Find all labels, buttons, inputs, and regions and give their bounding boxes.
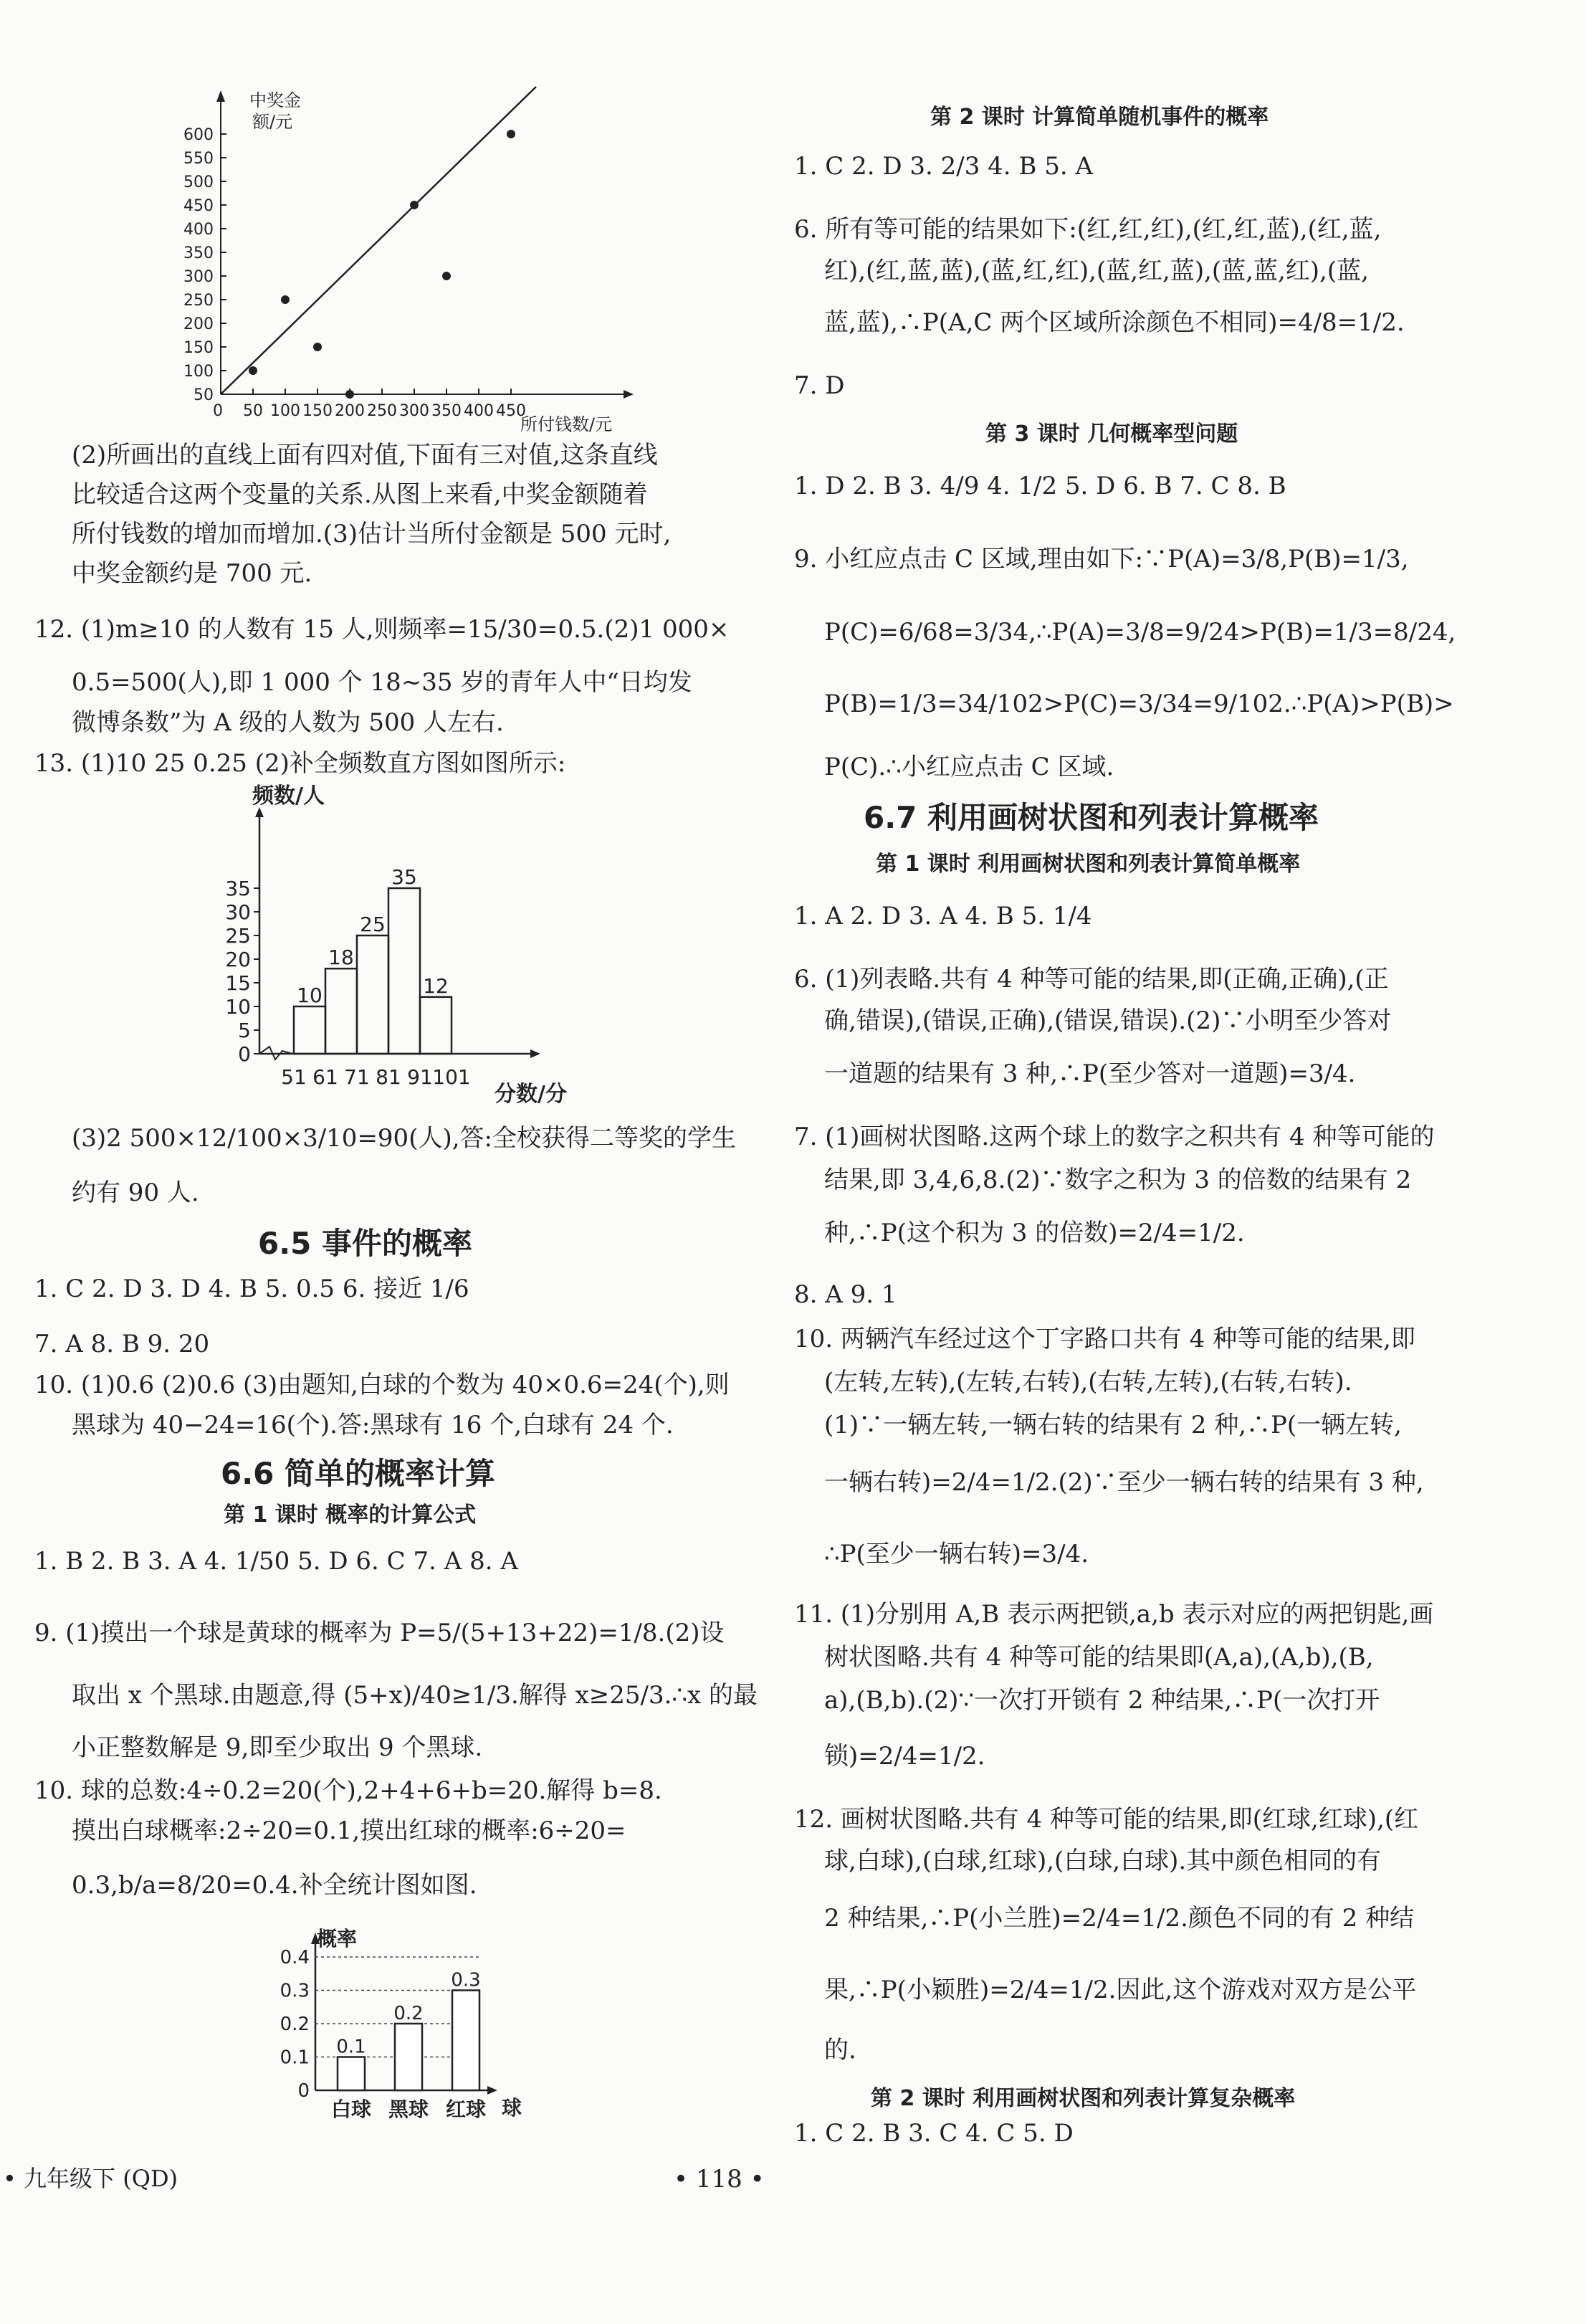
scatter-x-tick-label: 0 — [213, 402, 223, 420]
scatter-x-tick-label: 300 — [399, 402, 429, 420]
r3-q9-line-1: 9. 小红应点击 C 区域,理由如下:∵P(A)=3/8,P(B)=1/3, — [794, 545, 1409, 573]
s66-q9-line-1: 9. (1)摸出一个球是黄球的概率为 P=5/(5+13+22)=1/8.(2)设 — [34, 1619, 725, 1647]
hist-bar-label: 10 — [297, 984, 323, 1007]
r67-q6-line-2: 确,错误),(错误,正确),(错误,错误).(2)∵小明至少答对 — [824, 1006, 1392, 1035]
q11-line-1: (2)所画出的直线上面有四对值,下面有三对值,这条直线 — [72, 441, 658, 470]
r67-q11-line-1: 11. (1)分别用 A,B 表示两把锁,a,b 表示对应的两把钥匙,画 — [794, 1600, 1434, 1629]
r67-q12-line-4: 果,∴P(小颖胜)=2/4=1/2.因此,这个游戏对双方是公平 — [824, 1976, 1417, 2004]
s65-answers-1: 1. C 2. D 3. D 4. B 5. 0.5 6. 接近 1/6 — [34, 1275, 469, 1303]
section-6-5-title: 6.5 事件的概率 — [258, 1226, 473, 1261]
q12-line-1: 12. (1)m≥10 的人数有 15 人,则频率=15/30=0.5.(2)1 000× — [34, 615, 730, 644]
scatter-y-tick-label: 100 — [183, 363, 214, 381]
prob-x-tick-label: 红球 — [445, 2097, 487, 2121]
s66-answers: 1. B 2. B 3. A 4. 1/50 5. D 6. C 7. A 8. A — [34, 1547, 518, 1576]
scatter-point — [313, 343, 322, 351]
r67-q12-line-3: 2 种结果,∴P(小兰胜)=2/4=1/2.颜色不同的有 2 种结 — [824, 1904, 1415, 1933]
scatter-y-tick-label: 250 — [183, 292, 214, 310]
prob-y-tick-label: 0.2 — [280, 2014, 310, 2035]
prob-y-tick-label: 0.4 — [280, 1947, 310, 1968]
prob-bar — [395, 2024, 422, 2090]
scatter-x-tick-label: 450 — [496, 402, 526, 420]
q13-3-line-2: 约有 90 人. — [72, 1178, 199, 1207]
scatter-point — [410, 201, 419, 209]
r67-q7-line-3: 种,∴P(这个积为 3 的倍数)=2/4=1/2. — [824, 1219, 1245, 1247]
r3-q9-line-2: P(C)=6/68=3/34,∴P(A)=3/8=9/24>P(B)=1/3=8/24, — [824, 618, 1456, 647]
scatter-chart — [172, 86, 688, 437]
hist-bar — [420, 997, 452, 1054]
prob-x-arrow — [487, 2086, 497, 2095]
lesson-3-title: 第 3 课时 几何概率型问题 — [985, 422, 1238, 447]
s65-q10-line-1: 10. (1)0.6 (2)0.6 (3)由题知,白球的个数为 40×0.6=24(个),则 — [34, 1371, 730, 1399]
prob-ylabel: 概率 — [317, 1927, 358, 1951]
r67-q7-line-1: 7. (1)画树状图略.这两个球上的数字之积共有 4 种等可能的 — [794, 1123, 1435, 1151]
prob-bar-label: 0.1 — [336, 2036, 366, 2058]
s66-q10-line-3: 0.3,b/a=8/20=0.4.补全统计图如图. — [72, 1871, 477, 1900]
q12-line-2: 0.5=500(人),即 1 000 个 18~35 岁的青年人中“日均发 — [72, 668, 692, 697]
hist-x-tick-label: 101 — [432, 1065, 471, 1089]
s66-q10-line-2: 摸出白球概率:2÷20=0.1,摸出红球的概率:6÷20= — [72, 1816, 626, 1845]
r67-q11-line-3: a),(B,b).(2)∵一次打开锁有 2 种结果,∴P(一次打开 — [824, 1686, 1380, 1715]
q11-line-2: 比较适合这两个变量的关系.从图上来看,中奖金额随着 — [72, 480, 648, 509]
scatter-y-arrow — [216, 90, 225, 102]
r67-q11-line-2: 树状图略.共有 4 种等可能的结果即(A,a),(A,b),(B, — [824, 1643, 1374, 1672]
s65-q10-line-2: 黑球为 40−24=16(个).答:黑球有 16 个,白球有 24 个. — [72, 1411, 674, 1439]
scatter-y-tick-label: 500 — [183, 173, 214, 191]
scatter-x-tick-label: 150 — [302, 402, 333, 420]
scatter-point — [281, 295, 290, 304]
q13-3-line-1: (3)2 500×12/100×3/10=90(人),答:全校获得二等奖的学生 — [72, 1124, 736, 1153]
hist-y-tick-label: 10 — [225, 995, 251, 1019]
hist-y-tick-label: 15 — [225, 971, 251, 995]
scatter-x-tick-label: 250 — [367, 402, 397, 420]
hist-bar-label: 25 — [360, 913, 386, 936]
scatter-ylabel: 中奖金 — [249, 90, 301, 110]
r67-q7-line-2: 结果,即 3,4,6,8.(2)∵数字之积为 3 的倍数的结果有 2 — [824, 1166, 1412, 1194]
prob-bar — [452, 1991, 479, 2091]
scatter-fit-line — [221, 87, 536, 394]
scatter-x-tick-label: 50 — [243, 402, 263, 420]
scatter-x-arrow — [624, 390, 634, 399]
lesson-6-7-2-title: 第 2 课时 利用画树状图和列表计算复杂概率 — [871, 2086, 1296, 2111]
hist-bar-label: 12 — [423, 973, 449, 998]
hist-x-tick-label: 91 — [407, 1065, 433, 1089]
hist-ylabel: 频数/人 — [252, 784, 325, 809]
lesson-6-7-1-title: 第 1 课时 利用画树状图和列表计算简单概率 — [876, 852, 1301, 877]
r67-q12-line-2: 球,白球),(白球,红球),(白球,白球).其中颜色相同的有 — [824, 1847, 1382, 1875]
r-q6-line-3: 蓝,蓝),∴P(A,C 两个区域所涂颜色不相同)=4/8=1/2. — [824, 308, 1405, 337]
r67b-answers: 1. C 2. B 3. C 4. C 5. D — [794, 2119, 1074, 2148]
scatter-y-tick-label: 450 — [183, 197, 214, 215]
hist-y-tick-label: 35 — [225, 877, 251, 900]
hist-bar — [357, 935, 388, 1054]
scatter-x-tick-label: 200 — [335, 402, 365, 420]
scatter-y-tick-label: 400 — [183, 221, 214, 239]
scatter-y-tick-label: 50 — [194, 386, 214, 404]
r3-answers: 1. D 2. B 3. 4/9 4. 1/2 5. D 6. B 7. C 8. B — [794, 472, 1286, 500]
section-6-6-title: 6.6 简单的概率计算 — [221, 1456, 496, 1491]
r3-q9-line-3: P(B)=1/3=34/102>P(C)=3/34=9/102.∴P(A)>P(B)> — [824, 690, 1454, 718]
scatter-point — [345, 390, 354, 399]
prob-bar — [338, 2057, 365, 2091]
scatter-xlabel: 所付钱数/元 — [520, 414, 613, 434]
section-6-7-title: 6.7 利用画树状图和列表计算概率 — [864, 800, 1319, 835]
hist-x-tick-label: 51 — [281, 1065, 307, 1089]
q11-line-4: 中奖金额约是 700 元. — [72, 559, 312, 588]
hist-xlabel: 分数/分 — [495, 1082, 567, 1107]
hist-y-arrow — [255, 807, 264, 817]
hist-x-tick-label: 71 — [344, 1065, 370, 1089]
scatter-x-tick-label: 100 — [270, 402, 300, 420]
scatter-x-tick-label: 350 — [431, 402, 462, 420]
scatter-y-tick-label: 600 — [183, 126, 214, 144]
s65-answers-2: 7. A 8. B 9. 20 — [34, 1330, 210, 1358]
r-q6-line-1: 6. 所有等可能的结果如下:(红,红,红),(红,红,蓝),(红,蓝, — [794, 215, 1382, 244]
hist-y-tick-label: 5 — [238, 1019, 251, 1042]
prob-bar-label: 0.2 — [393, 2003, 424, 2024]
prob-y-tick-label: 0.1 — [280, 2047, 310, 2069]
r67-q12-line-5: 的. — [824, 2036, 856, 2065]
r67-answers-1: 1. A 2. D 3. A 4. B 5. 1/4 — [794, 902, 1092, 930]
hist-bar-label: 18 — [328, 946, 354, 970]
scatter-point — [249, 366, 257, 375]
r67-q10-line-3: (1)∵一辆左转,一辆右转的结果有 2 种,∴P(一辆左转, — [824, 1411, 1402, 1439]
r67-q11-line-4: 锁)=2/4=1/2. — [824, 1742, 985, 1771]
lesson-2-title: 第 2 课时 计算简单随机事件的概率 — [930, 105, 1269, 130]
scatter-y-tick-label: 200 — [183, 315, 214, 333]
r67-q10-line-5: ∴P(至少一辆右转)=3/4. — [824, 1540, 1089, 1568]
hist-bar-label: 35 — [391, 865, 417, 889]
histogram-chart — [215, 781, 616, 1111]
hist-y-tick-label: 30 — [225, 900, 251, 924]
page-number: • 118 • — [674, 2165, 765, 2194]
scatter-point — [507, 130, 515, 138]
prob-xlabel: 球 — [502, 2096, 522, 2120]
s66-q9-line-2: 取出 x 个黑球.由题意,得 (5+x)/40≥1/3.解得 x≥25/3.∴x 的最 — [72, 1681, 758, 1710]
scatter-point — [442, 272, 451, 280]
prob-bar-label: 0.3 — [451, 1969, 481, 1991]
prob-y-tick-label: 0.3 — [280, 1980, 310, 2002]
hist-x-tick-label: 61 — [312, 1065, 338, 1089]
r67-q6-line-1: 6. (1)列表略.共有 4 种等可能的结果,即(正确,正确),(正 — [794, 965, 1389, 994]
r67-q12-line-1: 12. 画树状图略.共有 4 种等可能的结果,即(红球,红球),(红 — [794, 1805, 1419, 1834]
hist-y-tick-label: 25 — [225, 924, 251, 948]
q11-line-3: 所付钱数的增加而增加.(3)估计当所付金额是 500 元时, — [72, 520, 672, 548]
prob-x-tick-label: 黑球 — [388, 2097, 429, 2121]
hist-x-tick-label: 81 — [376, 1065, 401, 1089]
r67-q10-line-2: (左转,左转),(左转,右转),(右转,左转),(右转,右转). — [824, 1368, 1352, 1396]
scatter-y-tick-label: 550 — [183, 150, 214, 168]
scatter-ylabel-2: 额/元 — [252, 112, 293, 132]
hist-bar — [294, 1006, 325, 1054]
hist-y-tick-label: 0 — [238, 1042, 251, 1066]
q12-line-3: 微博条数”为 A 级的人数为 500 人左右. — [72, 708, 504, 737]
r67-q6-line-3: 一道题的结果有 3 种,∴P(至少答对一道题)=3/4. — [824, 1059, 1356, 1088]
scatter-x-tick-label: 400 — [464, 402, 494, 420]
footer-grade: • 九年级下 (QD) — [3, 2165, 178, 2192]
prob-x-tick-label: 白球 — [330, 2097, 372, 2121]
hist-bar — [388, 888, 420, 1054]
hist-x-arrow — [530, 1049, 540, 1058]
s66-q9-line-3: 小正整数解是 9,即至少取出 9 个黑球. — [72, 1733, 483, 1762]
r-answer-7: 7. D — [794, 371, 845, 400]
r67-q10-line-4: 一辆右转)=2/4=1/2.(2)∵至少一辆右转的结果有 3 种, — [824, 1468, 1424, 1497]
q13-line: 13. (1)10 25 0.25 (2)补全频数直方图如图所示: — [34, 749, 566, 778]
r3-q9-line-4: P(C).∴小红应点击 C 区域. — [824, 753, 1114, 781]
scatter-y-tick-label: 150 — [183, 339, 214, 357]
hist-y-tick-label: 20 — [225, 948, 251, 971]
probability-bar-chart — [272, 1927, 559, 2128]
hist-bar — [325, 968, 357, 1054]
lesson-1-title: 第 1 课时 概率的计算公式 — [224, 1502, 477, 1528]
scatter-y-tick-label: 300 — [183, 268, 214, 286]
r67-answers-8: 8. A 9. 1 — [794, 1280, 897, 1309]
scatter-y-tick-label: 350 — [183, 244, 214, 262]
r67-q10-line-1: 10. 两辆汽车经过这个丁字路口共有 4 种等可能的结果,即 — [794, 1325, 1415, 1353]
s66-q10-line-1: 10. 球的总数:4÷0.2=20(个),2+4+6+b=20.解得 b=8. — [34, 1776, 662, 1805]
r-answers-1: 1. C 2. D 3. 2/3 4. B 5. A — [794, 152, 1093, 181]
r-q6-line-2: 红),(红,蓝,蓝),(蓝,红,红),(蓝,红,蓝),(蓝,蓝,红),(蓝, — [824, 257, 1369, 285]
prob-y-tick-label: 0 — [297, 2080, 310, 2102]
